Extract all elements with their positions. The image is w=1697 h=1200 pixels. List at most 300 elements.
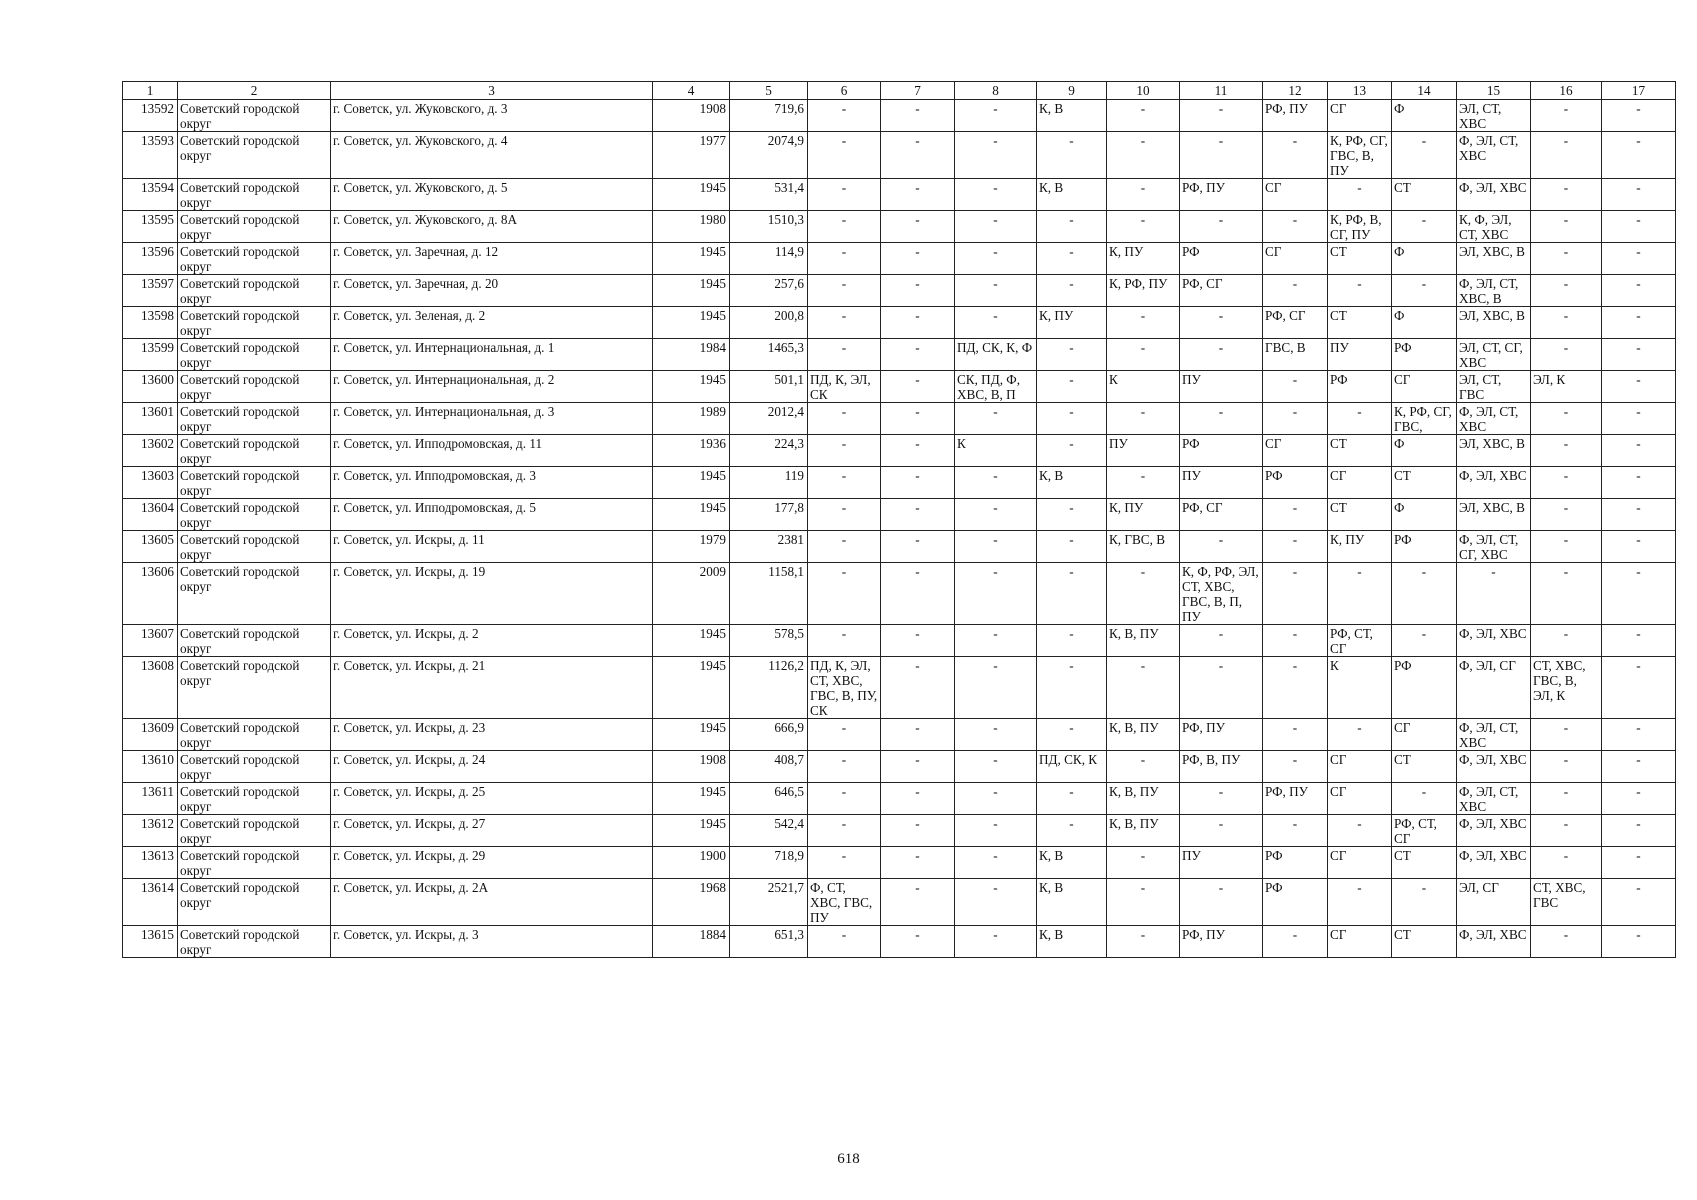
table-cell-col-10: К, ПУ [1107, 243, 1180, 275]
table-cell-col-14: - [1392, 783, 1457, 815]
table-cell-col-17: - [1602, 625, 1676, 657]
table-cell-col-5: 114,9 [730, 243, 808, 275]
table-cell-col-5: 408,7 [730, 751, 808, 783]
table-cell-col-6: - [808, 926, 881, 958]
table-cell-col-3: г. Советск, ул. Искры, д. 2 [331, 625, 653, 657]
table-cell-col-6: - [808, 243, 881, 275]
table-cell-col-3: г. Советск, ул. Интернациональная, д. 3 [331, 403, 653, 435]
table-cell-col-15: Ф, ЭЛ, СГ [1457, 657, 1531, 719]
table-cell-col-12: - [1263, 751, 1328, 783]
table-cell-col-11: РФ, СГ [1180, 275, 1263, 307]
table-cell-col-9: - [1037, 275, 1107, 307]
table-cell-col-7: - [881, 499, 955, 531]
table-cell-col-2: Советский городской округ [178, 531, 331, 563]
table-cell-col-17: - [1602, 563, 1676, 625]
table-row [123, 751, 1676, 783]
table-cell-col-1: 13593 [123, 132, 178, 179]
table-cell-col-6: - [808, 815, 881, 847]
table-cell-col-1: 13602 [123, 435, 178, 467]
table-cell-col-3: г. Советск, ул. Искры, д. 2А [331, 879, 653, 926]
table-cell-col-16: - [1531, 783, 1602, 815]
table-cell-col-16: - [1531, 563, 1602, 625]
table-cell-col-15: ЭЛ, СТ, СГ, ХВС [1457, 339, 1531, 371]
table-cell-col-13: СГ [1328, 467, 1392, 499]
table-cell-col-13: - [1328, 403, 1392, 435]
table-cell-col-16: - [1531, 815, 1602, 847]
table-cell-col-14: СТ [1392, 179, 1457, 211]
table-cell-col-10: К, В, ПУ [1107, 719, 1180, 751]
table-cell-col-8: - [955, 499, 1037, 531]
column-header-15: 15 [1457, 82, 1531, 100]
table-cell-col-6: - [808, 531, 881, 563]
table-cell-col-14: - [1392, 625, 1457, 657]
table-cell-col-4: 1945 [653, 467, 730, 499]
table-cell-col-10: - [1107, 467, 1180, 499]
table-cell-col-8: СК, ПД, Ф, ХВС, В, П [955, 371, 1037, 403]
table-cell-col-10: ПУ [1107, 435, 1180, 467]
table-cell-col-4: 1900 [653, 847, 730, 879]
table-cell-col-14: СТ [1392, 467, 1457, 499]
column-header-14: 14 [1392, 82, 1457, 100]
table-cell-col-8: - [955, 100, 1037, 132]
buildings-table [122, 81, 1676, 958]
table-cell-col-11: - [1180, 100, 1263, 132]
table-cell-col-4: 1979 [653, 531, 730, 563]
table-row [123, 275, 1676, 307]
table-cell-col-15: Ф, ЭЛ, ХВС [1457, 815, 1531, 847]
table-cell-col-1: 13608 [123, 657, 178, 719]
table-cell-col-17: - [1602, 179, 1676, 211]
table-cell-col-12: - [1263, 563, 1328, 625]
table-cell-col-9: - [1037, 339, 1107, 371]
table-cell-col-13: К, РФ, СГ, ГВС, В, ПУ [1328, 132, 1392, 179]
table-cell-col-11: - [1180, 307, 1263, 339]
table-cell-col-7: - [881, 275, 955, 307]
table-row [123, 435, 1676, 467]
table-row [123, 179, 1676, 211]
table-cell-col-17: - [1602, 132, 1676, 179]
table-cell-col-5: 531,4 [730, 179, 808, 211]
table-cell-col-13: К, ПУ [1328, 531, 1392, 563]
table-cell-col-16: - [1531, 499, 1602, 531]
table-cell-col-12: - [1263, 625, 1328, 657]
table-cell-col-17: - [1602, 531, 1676, 563]
table-cell-col-15: ЭЛ, СГ [1457, 879, 1531, 926]
table-cell-col-6: - [808, 307, 881, 339]
table-cell-col-12: РФ, ПУ [1263, 100, 1328, 132]
table-cell-col-9: - [1037, 563, 1107, 625]
table-cell-col-2: Советский городской округ [178, 926, 331, 958]
table-cell-col-7: - [881, 879, 955, 926]
table-cell-col-15: - [1457, 563, 1531, 625]
table-cell-col-16: СТ, ХВС, ГВС [1531, 879, 1602, 926]
table-cell-col-16: - [1531, 926, 1602, 958]
table-cell-col-7: - [881, 719, 955, 751]
table-cell-col-11: - [1180, 339, 1263, 371]
table-cell-col-11: - [1180, 211, 1263, 243]
table-cell-col-9: - [1037, 815, 1107, 847]
table-cell-col-4: 2009 [653, 563, 730, 625]
table-cell-col-15: ЭЛ, СТ, ХВС [1457, 100, 1531, 132]
table-cell-col-14: К, РФ, СГ, ГВС, [1392, 403, 1457, 435]
table-cell-col-7: - [881, 657, 955, 719]
table-cell-col-8: - [955, 132, 1037, 179]
table-cell-col-15: Ф, ЭЛ, СТ, ХВС [1457, 403, 1531, 435]
table-cell-col-6: - [808, 275, 881, 307]
table-cell-col-12: СГ [1263, 243, 1328, 275]
table-cell-col-10: - [1107, 179, 1180, 211]
table-cell-col-2: Советский городской округ [178, 847, 331, 879]
table-cell-col-3: г. Советск, ул. Жуковского, д. 4 [331, 132, 653, 179]
table-row [123, 403, 1676, 435]
table-cell-col-16: - [1531, 467, 1602, 499]
table-cell-col-6: - [808, 625, 881, 657]
table-cell-col-5: 1510,3 [730, 211, 808, 243]
column-header-13: 13 [1328, 82, 1392, 100]
table-cell-col-14: СТ [1392, 847, 1457, 879]
table-cell-col-9: - [1037, 243, 1107, 275]
table-cell-col-13: СГ [1328, 926, 1392, 958]
table-cell-col-12: РФ, ПУ [1263, 783, 1328, 815]
table-cell-col-13: К [1328, 657, 1392, 719]
table-cell-col-10: - [1107, 100, 1180, 132]
table-cell-col-15: Ф, ЭЛ, ХВС [1457, 467, 1531, 499]
table-cell-col-9: К, ПУ [1037, 307, 1107, 339]
table-cell-col-9: - [1037, 719, 1107, 751]
table-cell-col-1: 13604 [123, 499, 178, 531]
table-cell-col-5: 119 [730, 467, 808, 499]
table-cell-col-1: 13611 [123, 783, 178, 815]
table-cell-col-2: Советский городской округ [178, 719, 331, 751]
table-row [123, 657, 1676, 719]
table-cell-col-15: ЭЛ, ХВС, В [1457, 307, 1531, 339]
table-cell-col-7: - [881, 926, 955, 958]
table-cell-col-14: Ф [1392, 100, 1457, 132]
table-cell-col-6: - [808, 751, 881, 783]
table-cell-col-17: - [1602, 371, 1676, 403]
table-cell-col-3: г. Советск, ул. Ипподромовская, д. 3 [331, 467, 653, 499]
table-cell-col-11: РФ [1180, 243, 1263, 275]
table-cell-col-15: Ф, ЭЛ, ХВС [1457, 847, 1531, 879]
table-cell-col-10: - [1107, 751, 1180, 783]
table-cell-col-16: - [1531, 132, 1602, 179]
table-cell-col-3: г. Советск, ул. Жуковского, д. 8А [331, 211, 653, 243]
table-cell-col-8: - [955, 179, 1037, 211]
table-cell-col-2: Советский городской округ [178, 307, 331, 339]
table-cell-col-14: СТ [1392, 751, 1457, 783]
table-cell-col-3: г. Советск, ул. Заречная, д. 12 [331, 243, 653, 275]
table-cell-col-14: СГ [1392, 371, 1457, 403]
table-cell-col-3: г. Советск, ул. Искры, д. 21 [331, 657, 653, 719]
table-cell-col-11: - [1180, 531, 1263, 563]
table-cell-col-8: - [955, 211, 1037, 243]
table-cell-col-7: - [881, 179, 955, 211]
table-cell-col-5: 1126,2 [730, 657, 808, 719]
table-cell-col-15: Ф, ЭЛ, СТ, СГ, ХВС [1457, 531, 1531, 563]
table-cell-col-8: - [955, 307, 1037, 339]
table-cell-col-3: г. Советск, ул. Интернациональная, д. 2 [331, 371, 653, 403]
column-header-16: 16 [1531, 82, 1602, 100]
table-cell-col-5: 257,6 [730, 275, 808, 307]
table-cell-col-5: 718,9 [730, 847, 808, 879]
table-cell-col-7: - [881, 815, 955, 847]
table-cell-col-5: 2012,4 [730, 403, 808, 435]
table-cell-col-17: - [1602, 783, 1676, 815]
table-cell-col-17: - [1602, 815, 1676, 847]
table-cell-col-10: К, ПУ [1107, 499, 1180, 531]
table-cell-col-9: - [1037, 625, 1107, 657]
table-cell-col-16: - [1531, 307, 1602, 339]
table-row [123, 100, 1676, 132]
table-row [123, 307, 1676, 339]
table-cell-col-7: - [881, 625, 955, 657]
table-cell-col-1: 13597 [123, 275, 178, 307]
table-cell-col-15: Ф, ЭЛ, СТ, ХВС [1457, 783, 1531, 815]
table-cell-col-17: - [1602, 657, 1676, 719]
column-header-2: 2 [178, 82, 331, 100]
table-cell-col-8: - [955, 783, 1037, 815]
table-cell-col-2: Советский городской округ [178, 339, 331, 371]
column-header-9: 9 [1037, 82, 1107, 100]
table-cell-col-15: К, Ф, ЭЛ, СТ, ХВС [1457, 211, 1531, 243]
table-row [123, 531, 1676, 563]
table-cell-col-12: РФ [1263, 467, 1328, 499]
table-cell-col-13: - [1328, 719, 1392, 751]
column-header-12: 12 [1263, 82, 1328, 100]
table-cell-col-16: - [1531, 211, 1602, 243]
table-cell-col-15: ЭЛ, ХВС, В [1457, 435, 1531, 467]
table-cell-col-3: г. Советск, ул. Искры, д. 23 [331, 719, 653, 751]
table-cell-col-5: 542,4 [730, 815, 808, 847]
table-cell-col-7: - [881, 100, 955, 132]
table-cell-col-2: Советский городской округ [178, 371, 331, 403]
table-cell-col-13: СГ [1328, 751, 1392, 783]
table-cell-col-1: 13599 [123, 339, 178, 371]
table-cell-col-9: - [1037, 531, 1107, 563]
table-cell-col-13: СТ [1328, 307, 1392, 339]
table-cell-col-10: К [1107, 371, 1180, 403]
table-cell-col-1: 13612 [123, 815, 178, 847]
table-cell-col-17: - [1602, 100, 1676, 132]
table-cell-col-13: РФ, СТ, СГ [1328, 625, 1392, 657]
table-cell-col-2: Советский городской округ [178, 467, 331, 499]
table-cell-col-4: 1945 [653, 783, 730, 815]
table-cell-col-1: 13601 [123, 403, 178, 435]
table-cell-col-11: - [1180, 783, 1263, 815]
table-cell-col-6: - [808, 467, 881, 499]
table-cell-col-11: ПУ [1180, 467, 1263, 499]
table-cell-col-11: - [1180, 403, 1263, 435]
table-cell-col-12: СГ [1263, 179, 1328, 211]
table-cell-col-17: - [1602, 403, 1676, 435]
table-cell-col-7: - [881, 435, 955, 467]
table-cell-col-10: - [1107, 132, 1180, 179]
table-cell-col-5: 1465,3 [730, 339, 808, 371]
table-cell-col-14: СГ [1392, 719, 1457, 751]
table-cell-col-4: 1945 [653, 625, 730, 657]
table-cell-col-16: - [1531, 243, 1602, 275]
table-cell-col-7: - [881, 751, 955, 783]
column-header-17: 17 [1602, 82, 1676, 100]
table-cell-col-15: Ф, ЭЛ, СТ, ХВС, В [1457, 275, 1531, 307]
table-cell-col-6: ПД, К, ЭЛ, СК [808, 371, 881, 403]
table-cell-col-11: ПУ [1180, 847, 1263, 879]
table-cell-col-14: Ф [1392, 307, 1457, 339]
table-cell-col-16: - [1531, 751, 1602, 783]
table-cell-col-9: К, В [1037, 100, 1107, 132]
table-cell-col-16: - [1531, 403, 1602, 435]
table-cell-col-1: 13610 [123, 751, 178, 783]
table-cell-col-7: - [881, 307, 955, 339]
table-row [123, 467, 1676, 499]
table-cell-col-14: Ф [1392, 435, 1457, 467]
table-cell-col-14: - [1392, 132, 1457, 179]
table-cell-col-16: СТ, ХВС, ГВС, В, ЭЛ, К [1531, 657, 1602, 719]
table-cell-col-8: - [955, 563, 1037, 625]
table-cell-col-13: - [1328, 879, 1392, 926]
table-cell-col-10: К, В, ПУ [1107, 815, 1180, 847]
table-row [123, 815, 1676, 847]
table-cell-col-7: - [881, 371, 955, 403]
table-cell-col-13: СТ [1328, 243, 1392, 275]
table-cell-col-2: Советский городской округ [178, 879, 331, 926]
table-cell-col-6: - [808, 563, 881, 625]
table-cell-col-4: 1936 [653, 435, 730, 467]
table-cell-col-12: - [1263, 657, 1328, 719]
table-cell-col-1: 13613 [123, 847, 178, 879]
table-cell-col-9: К, В [1037, 926, 1107, 958]
table-cell-col-16: - [1531, 100, 1602, 132]
table-cell-col-16: - [1531, 625, 1602, 657]
table-cell-col-14: - [1392, 211, 1457, 243]
table-cell-col-1: 13594 [123, 179, 178, 211]
table-cell-col-1: 13598 [123, 307, 178, 339]
table-cell-col-10: - [1107, 211, 1180, 243]
table-cell-col-5: 2521,7 [730, 879, 808, 926]
column-header-7: 7 [881, 82, 955, 100]
table-cell-col-5: 200,8 [730, 307, 808, 339]
table-cell-col-13: - [1328, 179, 1392, 211]
table-cell-col-12: РФ, СГ [1263, 307, 1328, 339]
table-cell-col-13: - [1328, 815, 1392, 847]
table-cell-col-5: 666,9 [730, 719, 808, 751]
table-cell-col-14: Ф [1392, 499, 1457, 531]
table-cell-col-4: 1884 [653, 926, 730, 958]
table-cell-col-9: - [1037, 657, 1107, 719]
table-cell-col-6: - [808, 179, 881, 211]
table-cell-col-5: 578,5 [730, 625, 808, 657]
table-cell-col-11: - [1180, 657, 1263, 719]
table-row [123, 879, 1676, 926]
table-cell-col-2: Советский городской округ [178, 815, 331, 847]
table-cell-col-4: 1968 [653, 879, 730, 926]
table-cell-col-3: г. Советск, ул. Интернациональная, д. 1 [331, 339, 653, 371]
column-header-3: 3 [331, 82, 653, 100]
table-cell-col-13: ПУ [1328, 339, 1392, 371]
column-header-11: 11 [1180, 82, 1263, 100]
table-cell-col-4: 1945 [653, 499, 730, 531]
table-cell-col-7: - [881, 403, 955, 435]
table-cell-col-5: 177,8 [730, 499, 808, 531]
table-cell-col-14: - [1392, 563, 1457, 625]
table-cell-col-10: К, РФ, ПУ [1107, 275, 1180, 307]
table-row [123, 499, 1676, 531]
table-cell-col-2: Советский городской округ [178, 499, 331, 531]
table-cell-col-12: - [1263, 371, 1328, 403]
table-cell-col-11: ПУ [1180, 371, 1263, 403]
table-cell-col-2: Советский городской округ [178, 563, 331, 625]
table-cell-col-3: г. Советск, ул. Искры, д. 3 [331, 926, 653, 958]
table-cell-col-7: - [881, 211, 955, 243]
table-cell-col-9: - [1037, 132, 1107, 179]
table-cell-col-15: Ф, ЭЛ, ХВС [1457, 926, 1531, 958]
table-cell-col-2: Советский городской округ [178, 783, 331, 815]
table-cell-col-12: - [1263, 211, 1328, 243]
table-cell-col-8: - [955, 531, 1037, 563]
table-row [123, 563, 1676, 625]
table-cell-col-7: - [881, 563, 955, 625]
table-cell-col-3: г. Советск, ул. Искры, д. 24 [331, 751, 653, 783]
table-cell-col-17: - [1602, 435, 1676, 467]
table-cell-col-16: - [1531, 435, 1602, 467]
table-cell-col-3: г. Советск, ул. Зеленая, д. 2 [331, 307, 653, 339]
table-cell-col-5: 1158,1 [730, 563, 808, 625]
table-cell-col-2: Советский городской округ [178, 179, 331, 211]
table-cell-col-9: ПД, СК, К [1037, 751, 1107, 783]
table-cell-col-8: - [955, 275, 1037, 307]
table-cell-col-2: Советский городской округ [178, 435, 331, 467]
table-cell-col-12: - [1263, 499, 1328, 531]
table-cell-col-14: Ф [1392, 243, 1457, 275]
table-cell-col-6: - [808, 783, 881, 815]
table-row [123, 211, 1676, 243]
table-cell-col-4: 1984 [653, 339, 730, 371]
table-cell-col-8: - [955, 879, 1037, 926]
table-cell-col-6: - [808, 847, 881, 879]
table-cell-col-17: - [1602, 719, 1676, 751]
table-cell-col-8: - [955, 243, 1037, 275]
table-row [123, 926, 1676, 958]
table-cell-col-13: СТ [1328, 499, 1392, 531]
table-cell-col-8: ПД, СК, К, Ф [955, 339, 1037, 371]
table-cell-col-1: 13596 [123, 243, 178, 275]
table-cell-col-9: - [1037, 403, 1107, 435]
table-cell-col-16: - [1531, 179, 1602, 211]
table-cell-col-8: - [955, 657, 1037, 719]
table-cell-col-9: К, В [1037, 879, 1107, 926]
table-cell-col-8: - [955, 467, 1037, 499]
table-cell-col-15: Ф, ЭЛ, ХВС [1457, 625, 1531, 657]
table-cell-col-2: Советский городской округ [178, 275, 331, 307]
table-row [123, 243, 1676, 275]
table-cell-col-12: - [1263, 815, 1328, 847]
table-cell-col-15: Ф, ЭЛ, ХВС [1457, 179, 1531, 211]
table-cell-col-3: г. Советск, ул. Заречная, д. 20 [331, 275, 653, 307]
table-cell-col-16: - [1531, 339, 1602, 371]
table-cell-col-10: К, ГВС, В [1107, 531, 1180, 563]
table-row [123, 783, 1676, 815]
table-row [123, 132, 1676, 179]
table-cell-col-11: - [1180, 132, 1263, 179]
table-cell-col-14: РФ [1392, 657, 1457, 719]
column-header-4: 4 [653, 82, 730, 100]
table-cell-col-10: - [1107, 879, 1180, 926]
table-cell-col-6: - [808, 339, 881, 371]
table-cell-col-6: - [808, 132, 881, 179]
table-cell-col-11: РФ, ПУ [1180, 719, 1263, 751]
table-cell-col-10: - [1107, 847, 1180, 879]
table-cell-col-6: - [808, 403, 881, 435]
